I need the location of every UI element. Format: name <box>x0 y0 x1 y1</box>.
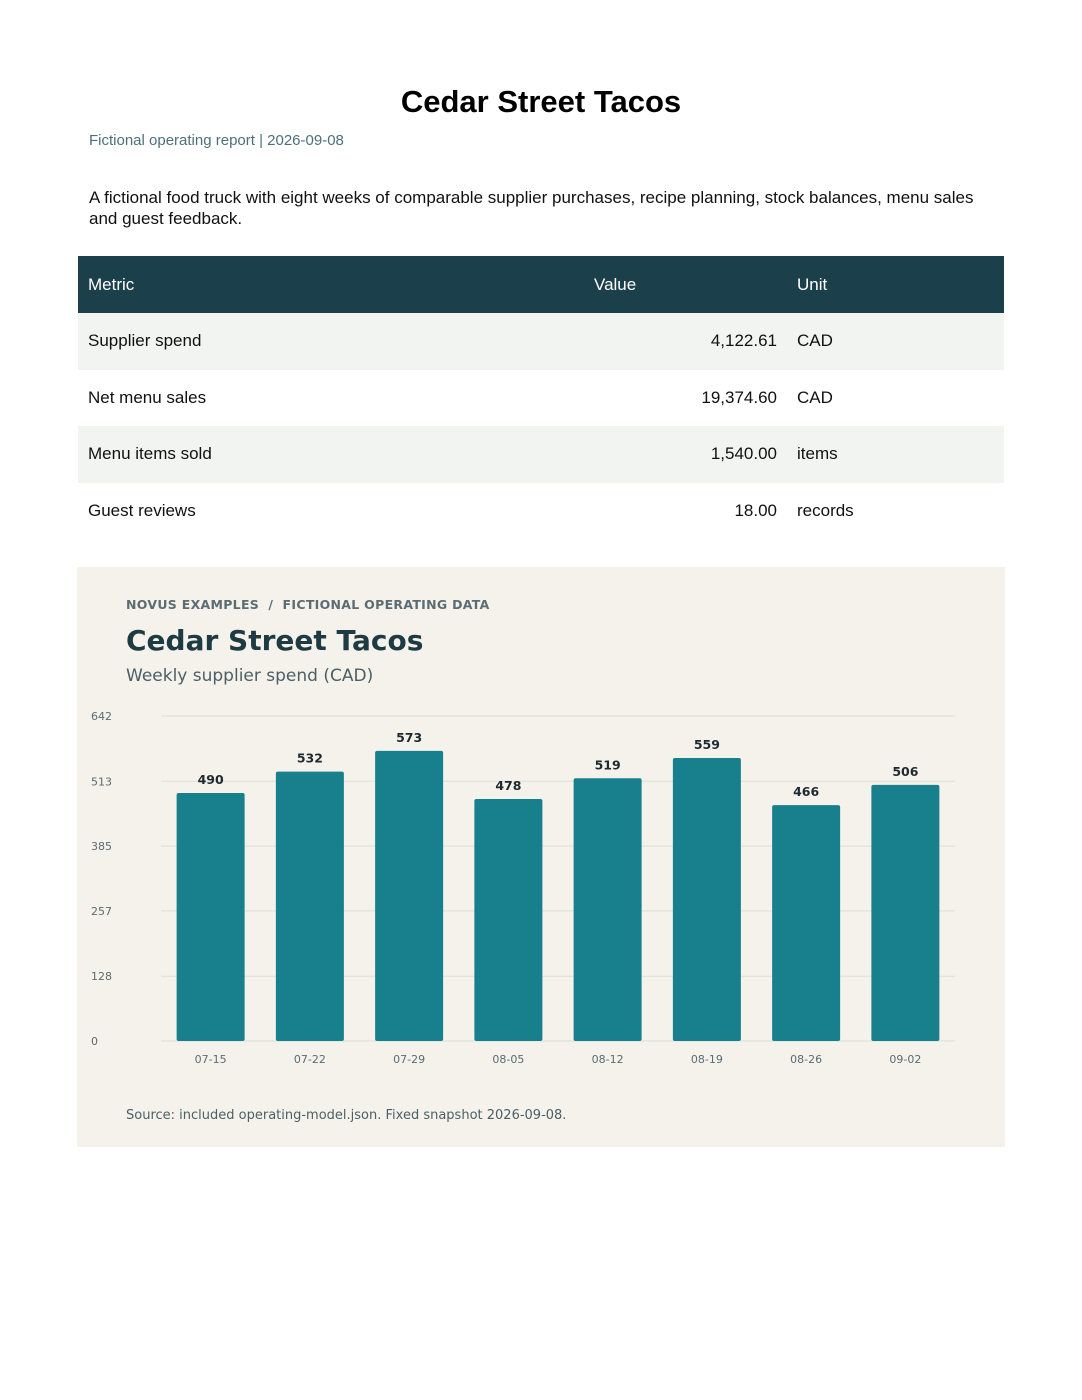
value-cell: 19,374.60 <box>584 370 787 427</box>
x-tick-label: 07-15 <box>194 1053 227 1066</box>
chart-subtitle: Weekly supplier spend (CAD) <box>126 666 374 686</box>
value-cell: 18.00 <box>584 483 787 540</box>
x-tick-label: 08-05 <box>492 1053 525 1066</box>
value-cell: 1,540.00 <box>584 426 787 483</box>
y-tick-label: 128 <box>91 970 112 984</box>
metrics-table <box>78 256 1004 539</box>
table-row <box>78 370 1004 427</box>
metric-cell: Menu items sold <box>78 426 584 483</box>
metric-cell: Supplier spend <box>78 313 584 370</box>
bar <box>375 751 443 1041</box>
x-tick-label: 08-19 <box>690 1053 723 1066</box>
x-tick-label: 07-29 <box>393 1053 426 1066</box>
y-tick-label: 513 <box>91 775 112 789</box>
bar <box>574 778 642 1041</box>
bar <box>177 793 245 1041</box>
data-label: 573 <box>396 729 423 745</box>
table-row <box>78 313 1004 370</box>
y-tick-label: 0 <box>91 1035 98 1048</box>
panel-kicker: NOVUS EXAMPLES / FICTIONAL OPERATING DATA <box>126 597 490 612</box>
unit-cell: records <box>787 483 1004 540</box>
data-label: 519 <box>594 757 621 773</box>
data-label: 532 <box>296 750 323 766</box>
table-header-row <box>78 256 1004 313</box>
unit-cell: CAD <box>787 313 1004 370</box>
y-tick-label: 257 <box>91 904 112 918</box>
value-cell: 4,122.61 <box>584 313 787 370</box>
table-row <box>78 426 1004 483</box>
y-tick-label: 642 <box>91 710 112 723</box>
bar <box>276 772 344 1041</box>
data-label: 490 <box>197 771 224 787</box>
chart-title: Cedar Street Tacos <box>126 624 424 657</box>
bar <box>474 799 542 1041</box>
table-row <box>78 483 1004 540</box>
report-subtitle: Fictional operating report | 2026-09-08 <box>89 132 344 149</box>
metric-cell: Guest reviews <box>78 483 584 540</box>
metric-cell: Net menu sales <box>78 370 584 427</box>
data-label: 478 <box>495 778 522 794</box>
header-metric: Metric <box>78 256 584 313</box>
x-tick-label: 09-02 <box>889 1053 922 1066</box>
unit-cell: CAD <box>787 370 1004 427</box>
header-unit: Unit <box>787 256 1004 313</box>
data-label: 559 <box>693 737 720 753</box>
data-label: 466 <box>793 784 820 800</box>
data-label: 506 <box>892 763 919 779</box>
y-tick-label: 385 <box>91 840 112 854</box>
x-tick-label: 08-26 <box>790 1053 823 1066</box>
bar-chart <box>77 567 1005 1147</box>
chart-panel <box>77 567 1005 1147</box>
report-intro: A fictional food truck with eight weeks of comparable supplier purchases, recipe planning, stock balances, menu sales and guest feedback. <box>89 188 974 228</box>
bar <box>871 785 939 1041</box>
report-title: Cedar Street Tacos <box>400 84 682 119</box>
bar <box>772 805 840 1041</box>
header-value: Value <box>584 256 787 313</box>
x-tick-label: 07-22 <box>293 1053 326 1066</box>
x-tick-label: 08-12 <box>591 1053 624 1066</box>
chart-source: Source: included operating-model.json. Fixed snapshot 2026-09-08. <box>126 1108 567 1123</box>
bar <box>673 758 741 1041</box>
unit-cell: items <box>787 426 1004 483</box>
